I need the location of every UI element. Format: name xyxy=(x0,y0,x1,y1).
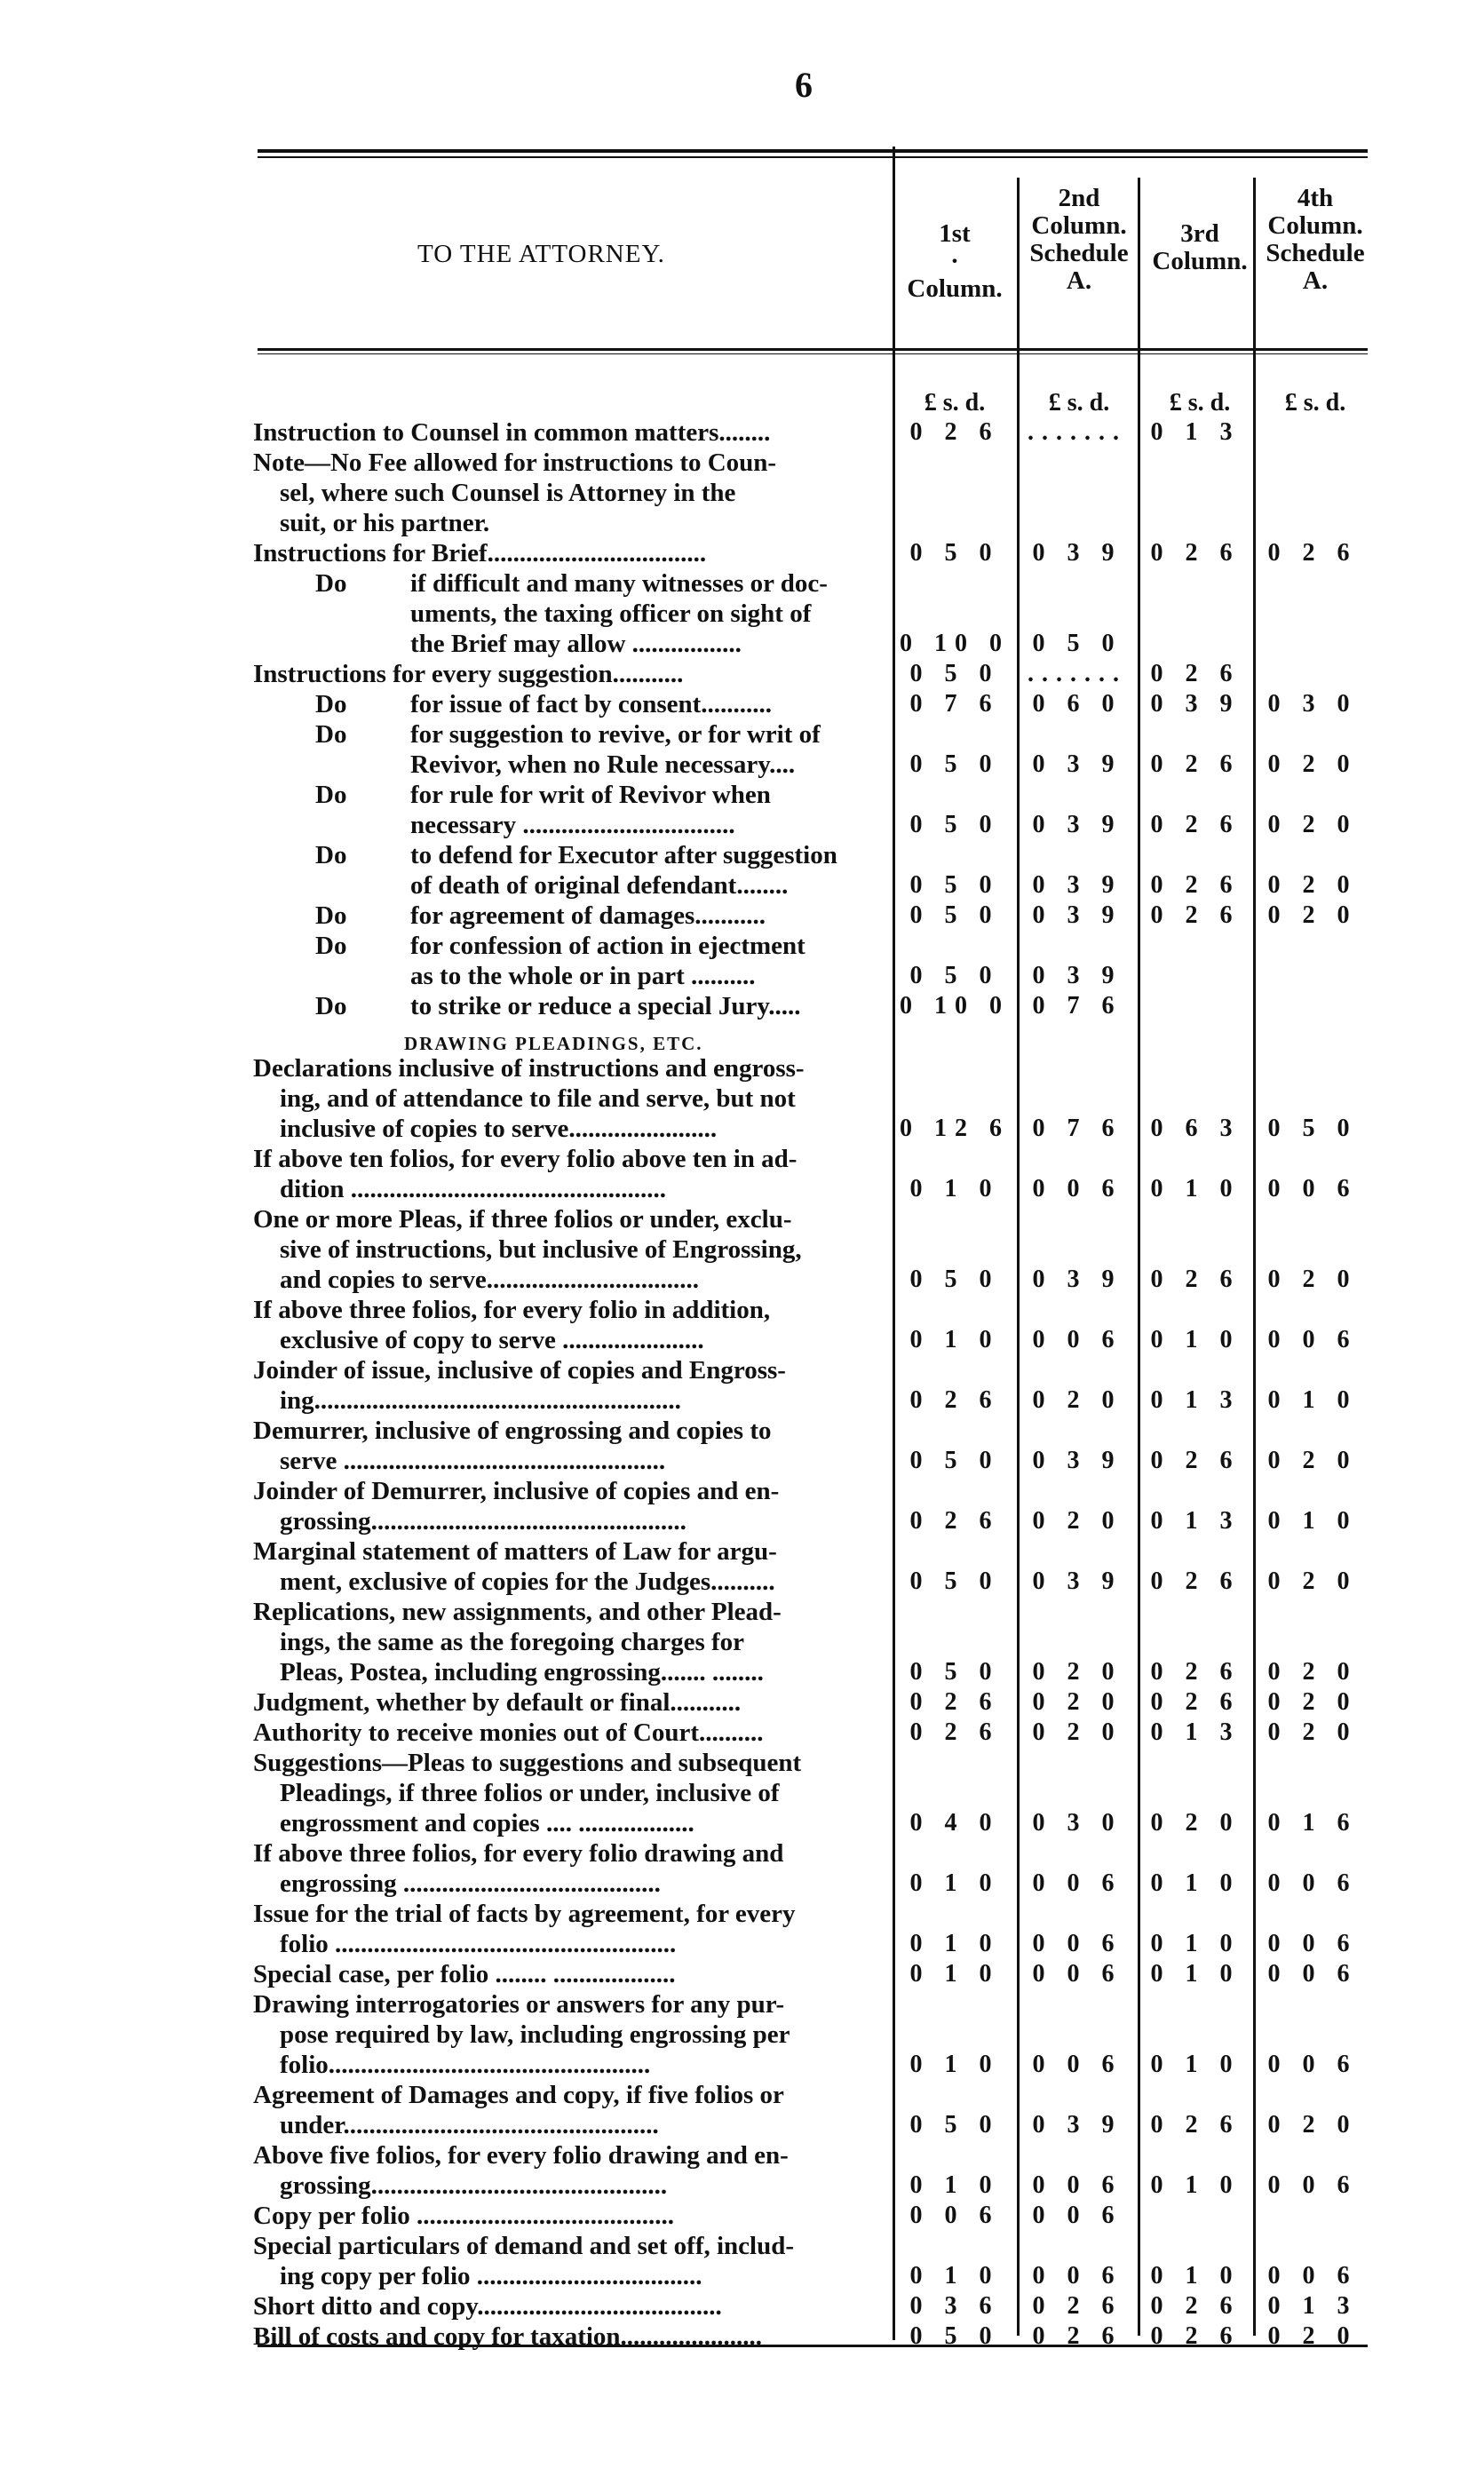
row-text: Special case, per folio ........ ................... xyxy=(253,1960,676,1988)
fee-value-col-3: 0 6 3 xyxy=(1150,1115,1241,1142)
row-text: uments, the taxing officer on sight of xyxy=(410,599,812,628)
fee-value-col-3: 0 1 0 xyxy=(1150,2262,1241,2290)
fee-value-col-2: 0 2 6 xyxy=(1032,2322,1123,2350)
row-text: Pleadings, if three folios or under, inclusive of xyxy=(280,1779,780,1807)
column-header-line: · xyxy=(950,247,959,275)
row-text: If above three folios, for every folio drawing and xyxy=(253,1839,784,1868)
row-text: of death of original defendant........ xyxy=(410,871,789,900)
fee-value-col-2: 0 3 9 xyxy=(1032,1567,1123,1595)
ditto-mark: Do xyxy=(315,569,347,598)
row-text xyxy=(253,901,875,931)
fee-value-col-1: 0 5 0 xyxy=(909,750,1000,778)
fee-value-col-3: 0 2 6 xyxy=(1150,1567,1241,1595)
fee-value-col-2: 0 3 9 xyxy=(1032,539,1123,567)
row-text: Judgment, whether by default or final........... xyxy=(253,1688,742,1717)
column-divider-1 xyxy=(893,147,895,2340)
fee-value-col-1: 0 2 6 xyxy=(909,1718,1000,1746)
column-header-line: Schedule xyxy=(1266,239,1365,267)
fee-value-col-2: 0 0 6 xyxy=(1032,2051,1123,2078)
column-header-line: Column. xyxy=(1031,211,1127,240)
fee-value-col-4: 0 0 6 xyxy=(1267,1960,1358,1988)
fee-value-col-4: 0 2 0 xyxy=(1267,1688,1358,1716)
ditto-mark: Do xyxy=(315,781,347,809)
fee-value-col-3: 0 3 9 xyxy=(1150,690,1241,718)
fee-value-col-3: 0 2 6 xyxy=(1150,2292,1241,2320)
column-header-line: 1st xyxy=(939,219,971,248)
row-text: grossing.............................................. xyxy=(280,2171,668,2200)
row-text: ing, and of attendance to file and serve, but not xyxy=(280,1084,796,1113)
row-text: dition ................................................. xyxy=(280,1175,667,1203)
fee-value-col-1: 0 1 0 xyxy=(909,1869,1000,1897)
row-text: Instructions for every suggestion........... xyxy=(253,660,684,688)
fee-value-col-2: ....... xyxy=(1028,660,1127,687)
row-text: serve .................................................. xyxy=(280,1447,666,1475)
fee-value-col-1: 0 1 0 xyxy=(909,1175,1000,1202)
fee-value-col-3: 0 1 3 xyxy=(1150,1507,1241,1535)
fee-value-col-4: 0 2 6 xyxy=(1267,539,1358,567)
row-text: and copies to serve................................. xyxy=(280,1266,700,1294)
fee-value-col-4: 0 0 6 xyxy=(1267,2051,1358,2078)
fee-value-col-4: 0 0 6 xyxy=(1267,2262,1358,2290)
row-text-body: for suggestion to revive, or for writ of xyxy=(410,720,821,749)
column-header-line: Column. xyxy=(1267,211,1363,240)
fee-value-col-1: 0 5 0 xyxy=(909,962,1000,989)
column-header-1 xyxy=(893,220,1017,303)
fee-value-col-2: 0 0 6 xyxy=(1032,1930,1123,1957)
column-header-2 xyxy=(1017,185,1141,295)
fee-value-col-3: 0 1 0 xyxy=(1150,1869,1241,1897)
row-text xyxy=(253,991,875,1021)
subheading-drawing-pleadings: DRAWING PLEADINGS, ETC. xyxy=(404,1033,703,1054)
fee-value-col-1: 0 1 0 xyxy=(909,1960,1000,1988)
fee-value-col-3: 0 2 6 xyxy=(1150,901,1241,929)
fee-value-col-2: 0 0 6 xyxy=(1032,2171,1123,2199)
row-text: ment, exclusive of copies for the Judges.......... xyxy=(280,1567,775,1596)
fee-value-col-4: 0 2 0 xyxy=(1267,1718,1358,1746)
fee-value-col-1: 0 1 0 xyxy=(909,1326,1000,1353)
fee-value-col-1: 0 5 0 xyxy=(909,539,1000,567)
fee-value-col-1: 0 1 0 xyxy=(909,2171,1000,2199)
fee-value-col-3: 0 1 3 xyxy=(1150,418,1241,446)
top-rule-thin xyxy=(258,156,1368,158)
fee-value-col-1: 0 5 0 xyxy=(909,660,1000,687)
fee-value-col-4: 0 5 0 xyxy=(1267,1115,1358,1142)
fee-value-col-4: 0 0 6 xyxy=(1267,1869,1358,1897)
ditto-mark: Do xyxy=(315,690,347,718)
fee-value-col-1: 0 5 0 xyxy=(909,1658,1000,1686)
fee-value-col-3: 0 2 6 xyxy=(1150,1688,1241,1716)
fee-value-col-2: 0 0 6 xyxy=(1032,1326,1123,1353)
fee-value-col-2: 0 0 6 xyxy=(1032,2262,1123,2290)
fee-value-col-2: 0 3 9 xyxy=(1032,962,1123,989)
fee-value-col-2: 0 0 6 xyxy=(1032,2202,1123,2229)
column-header-line: 3rd xyxy=(1180,219,1219,248)
row-text: sive of instructions, but inclusive of Engrossing, xyxy=(280,1235,802,1264)
fee-value-col-4: 0 2 0 xyxy=(1267,1447,1358,1474)
fee-value-col-3: 0 1 3 xyxy=(1150,1386,1241,1414)
row-text: ing copy per folio ................................... xyxy=(280,2262,702,2290)
fee-value-col-1: 0 5 0 xyxy=(909,1266,1000,1293)
ditto-mark: Do xyxy=(315,841,347,869)
ditto-mark: Do xyxy=(315,901,347,930)
fee-value-col-1: 0 5 0 xyxy=(909,2322,1000,2350)
fee-value-col-1: 0 1 0 xyxy=(909,2051,1000,2078)
row-text: the Brief may allow ................. xyxy=(410,630,742,658)
row-text xyxy=(253,931,875,961)
row-text: engrossing ........................................ xyxy=(280,1869,661,1898)
row-text xyxy=(253,719,875,750)
row-text-body: if difficult and many witnesses or doc- xyxy=(410,569,828,598)
row-text xyxy=(253,840,875,870)
fee-value-col-1: 0 12 6 xyxy=(900,1115,1010,1142)
fee-value-col-4: 0 1 6 xyxy=(1267,1809,1358,1837)
row-text: folio ..................................................... xyxy=(280,1930,677,1958)
fee-value-col-3: 0 1 0 xyxy=(1150,2051,1241,2078)
row-text: grossing................................................. xyxy=(280,1507,686,1536)
fee-value-col-3: 0 2 6 xyxy=(1150,2322,1241,2350)
units-label: £ s. d. xyxy=(924,389,986,417)
fee-value-col-1: 0 4 0 xyxy=(909,1809,1000,1837)
column-header-3 xyxy=(1138,220,1262,275)
fee-value-col-3: 0 2 6 xyxy=(1150,660,1241,687)
fee-value-col-1: 0 2 6 xyxy=(909,1688,1000,1716)
row-text: Declarations inclusive of instructions and engross- xyxy=(253,1054,805,1083)
ditto-mark: Do xyxy=(315,932,347,960)
ditto-mark: Do xyxy=(315,720,347,749)
fee-value-col-1: 0 1 0 xyxy=(909,1930,1000,1957)
row-text: Drawing interrogatories or answers for any pur- xyxy=(253,1990,785,2019)
units-label: £ s. d. xyxy=(1169,389,1231,417)
fee-value-col-2: 0 7 6 xyxy=(1032,992,1123,1020)
row-text: ings, the same as the foregoing charges for xyxy=(280,1628,745,1656)
row-text: Joinder of issue, inclusive of copies and Engross- xyxy=(253,1356,786,1385)
fee-value-col-4: 0 2 0 xyxy=(1267,1658,1358,1686)
units-label: £ s. d. xyxy=(1048,389,1110,417)
fee-value-col-3: 0 2 6 xyxy=(1150,1658,1241,1686)
row-text: exclusive of copy to serve ...................... xyxy=(280,1326,704,1354)
row-text-body: for agreement of damages........... xyxy=(410,901,766,930)
units-label: £ s. d. xyxy=(1284,389,1346,417)
fee-value-col-4: 0 2 0 xyxy=(1267,871,1358,899)
fee-value-col-3: 0 2 0 xyxy=(1150,1809,1241,1837)
row-text: Suggestions—Pleas to suggestions and subsequent xyxy=(253,1749,802,1777)
fee-value-col-1: 0 3 6 xyxy=(909,2292,1000,2320)
fee-value-col-2: 0 3 9 xyxy=(1032,1266,1123,1293)
fee-value-col-3: 0 2 6 xyxy=(1150,539,1241,567)
fee-value-col-2: ....... xyxy=(1028,418,1127,446)
fee-value-col-2: 0 0 6 xyxy=(1032,1869,1123,1897)
fee-value-col-3: 0 1 0 xyxy=(1150,1175,1241,1202)
column-header-line: 2nd xyxy=(1058,184,1100,212)
fee-value-col-1: 0 10 0 xyxy=(900,992,1010,1020)
fee-value-col-2: 0 3 9 xyxy=(1032,1447,1123,1474)
column-header-line: Column. xyxy=(907,274,1003,303)
fee-value-col-1: 0 5 0 xyxy=(909,901,1000,929)
fee-value-col-4: 0 2 0 xyxy=(1267,811,1358,838)
row-text: Replications, new assignments, and other Plead- xyxy=(253,1598,782,1626)
section-title: TO THE ATTORNEY. xyxy=(417,240,665,268)
fee-value-col-4: 0 2 0 xyxy=(1267,1567,1358,1595)
row-text: ing......................................................... xyxy=(280,1386,681,1415)
fee-value-col-3: 0 2 6 xyxy=(1150,811,1241,838)
fee-value-col-3: 0 1 0 xyxy=(1150,1930,1241,1957)
header-rule-thin xyxy=(258,353,1368,354)
fee-value-col-3: 0 1 0 xyxy=(1150,2171,1241,2199)
fee-value-col-2: 0 5 0 xyxy=(1032,630,1123,657)
fee-value-col-4: 0 0 6 xyxy=(1267,1175,1358,1202)
column-header-line: A. xyxy=(1066,266,1092,295)
fee-value-col-3: 0 2 6 xyxy=(1150,1447,1241,1474)
row-text: under................................................. xyxy=(280,2111,659,2139)
fee-value-col-2: 0 6 0 xyxy=(1032,690,1123,718)
fee-value-col-1: 0 0 6 xyxy=(909,2202,1000,2229)
row-text: Demurrer, inclusive of engrossing and copies to xyxy=(253,1417,772,1445)
fee-value-col-3: 0 2 6 xyxy=(1150,1266,1241,1293)
fee-value-col-2: 0 2 0 xyxy=(1032,1507,1123,1535)
fee-value-col-1: 0 7 6 xyxy=(909,690,1000,718)
row-text: Short ditto and copy...................................... xyxy=(253,2292,722,2321)
fee-value-col-2: 0 2 6 xyxy=(1032,2292,1123,2320)
fee-value-col-4: 0 2 0 xyxy=(1267,2111,1358,2139)
fee-value-col-1: 0 2 6 xyxy=(909,1386,1000,1414)
fee-value-col-2: 0 3 9 xyxy=(1032,901,1123,929)
row-text: Copy per folio ........................................ xyxy=(253,2202,674,2230)
row-text: Instruction to Counsel in common matters........ xyxy=(253,418,771,447)
row-text-body: for rule for writ of Revivor when xyxy=(410,781,771,809)
fee-value-col-4: 0 3 0 xyxy=(1267,690,1358,718)
fee-value-col-1: 0 5 0 xyxy=(909,2111,1000,2139)
page-number: 6 xyxy=(795,65,813,105)
fee-value-col-4: 0 1 3 xyxy=(1267,2292,1358,2320)
fee-value-col-4: 0 2 0 xyxy=(1267,1266,1358,1293)
fee-value-col-4: 0 2 0 xyxy=(1267,750,1358,778)
header-rule xyxy=(258,348,1368,351)
row-text: Revivor, when no Rule necessary.... xyxy=(410,750,796,779)
row-text: Above five folios, for every folio drawing and en- xyxy=(253,2141,789,2170)
fee-value-col-1: 0 2 6 xyxy=(909,1507,1000,1535)
fee-value-col-2: 0 0 6 xyxy=(1032,1175,1123,1202)
fee-value-col-2: 0 7 6 xyxy=(1032,1115,1123,1142)
fee-value-col-3: 0 1 0 xyxy=(1150,1960,1241,1988)
fee-value-col-4: 0 0 6 xyxy=(1267,2171,1358,2199)
fee-value-col-1: 0 5 0 xyxy=(909,1447,1000,1474)
column-header-4 xyxy=(1253,185,1377,295)
fee-value-col-4: 0 2 0 xyxy=(1267,901,1358,929)
row-text: inclusive of copies to serve....................... xyxy=(280,1115,718,1143)
row-text: If above ten folios, for every folio above ten in ad- xyxy=(253,1145,798,1173)
row-text: Instructions for Brief.................................. xyxy=(253,539,707,567)
column-header-line: Column. xyxy=(1152,247,1248,275)
row-text xyxy=(253,568,875,599)
row-text: Note—No Fee allowed for instructions to Coun- xyxy=(253,448,777,477)
fee-value-col-2: 0 3 9 xyxy=(1032,811,1123,838)
row-text: necessary ................................. xyxy=(410,811,735,839)
row-text: Issue for the trial of facts by agreement, for every xyxy=(253,1900,796,1928)
fee-value-col-1: 0 5 0 xyxy=(909,1567,1000,1595)
fee-value-col-2: 0 2 0 xyxy=(1032,1658,1123,1686)
fee-value-col-4: 0 1 0 xyxy=(1267,1507,1358,1535)
row-text: as to the whole or in part .......... xyxy=(410,962,756,990)
fee-value-col-3: 0 2 6 xyxy=(1150,871,1241,899)
row-text: suit, or his partner. xyxy=(280,509,490,537)
fee-value-col-3: 0 2 6 xyxy=(1150,750,1241,778)
fee-value-col-2: 0 3 9 xyxy=(1032,871,1123,899)
fee-value-col-3: 0 1 3 xyxy=(1150,1718,1241,1746)
row-text: Authority to receive monies out of Court.......... xyxy=(253,1718,764,1747)
fee-value-col-1: 0 5 0 xyxy=(909,811,1000,838)
column-divider-3 xyxy=(1138,178,1140,2336)
top-rule xyxy=(258,149,1368,153)
row-text: pose required by law, including engrossing per xyxy=(280,2020,790,2049)
fee-value-col-1: 0 5 0 xyxy=(909,871,1000,899)
row-text: If above three folios, for every folio in addition, xyxy=(253,1296,771,1324)
row-text: One or more Pleas, if three folios or under, exclu- xyxy=(253,1205,792,1234)
row-text: Pleas, Postea, including engrossing....... ........ xyxy=(280,1658,764,1686)
fee-value-col-1: 0 1 0 xyxy=(909,2262,1000,2290)
fee-value-col-2: 0 3 9 xyxy=(1032,2111,1123,2139)
fee-value-col-3: 0 1 0 xyxy=(1150,1326,1241,1353)
row-text-body: to defend for Executor after suggestion xyxy=(410,841,837,869)
row-text-body: for confession of action in ejectment xyxy=(410,932,805,960)
fee-value-col-2: 0 2 0 xyxy=(1032,1688,1123,1716)
row-text: sel, where such Counsel is Attorney in the xyxy=(280,479,736,507)
fee-value-col-2: 0 0 6 xyxy=(1032,1960,1123,1988)
column-divider-2 xyxy=(1017,178,1020,2336)
row-text: Joinder of Demurrer, inclusive of copies and en- xyxy=(253,1477,780,1505)
fee-value-col-1: 0 2 6 xyxy=(909,418,1000,446)
fee-value-col-3: 0 2 6 xyxy=(1150,2111,1241,2139)
fee-value-col-2: 0 3 9 xyxy=(1032,750,1123,778)
fee-value-col-1: 0 10 0 xyxy=(900,630,1010,657)
fee-value-col-2: 0 2 0 xyxy=(1032,1718,1123,1746)
row-text: Bill of costs and copy for taxation...................... xyxy=(253,2322,763,2351)
fee-value-col-2: 0 2 0 xyxy=(1032,1386,1123,1414)
fee-value-col-2: 0 3 0 xyxy=(1032,1809,1123,1837)
row-text: Special particulars of demand and set off, includ- xyxy=(253,2232,795,2260)
row-text-body: to strike or reduce a special Jury..... xyxy=(410,992,801,1020)
ditto-mark: Do xyxy=(315,992,347,1020)
fee-value-col-4: 0 1 0 xyxy=(1267,1386,1358,1414)
column-header-line: A. xyxy=(1302,266,1329,295)
row-text xyxy=(253,689,875,719)
row-text: Agreement of Damages and copy, if five folios or xyxy=(253,2081,784,2109)
column-header-line: 4th xyxy=(1297,184,1334,212)
row-text: folio.................................................. xyxy=(280,2051,651,2079)
column-header-line: Schedule xyxy=(1029,239,1129,267)
row-text: engrossment and copies .... .................. xyxy=(280,1809,694,1837)
column-divider-4 xyxy=(1253,178,1256,2336)
fee-value-col-4: 0 0 6 xyxy=(1267,1930,1358,1957)
row-text: Marginal statement of matters of Law for argu- xyxy=(253,1537,777,1566)
row-text-body: for issue of fact by consent........... xyxy=(410,690,773,718)
fee-value-col-4: 0 0 6 xyxy=(1267,1326,1358,1353)
row-text xyxy=(253,780,875,810)
fee-value-col-4: 0 2 0 xyxy=(1267,2322,1358,2350)
